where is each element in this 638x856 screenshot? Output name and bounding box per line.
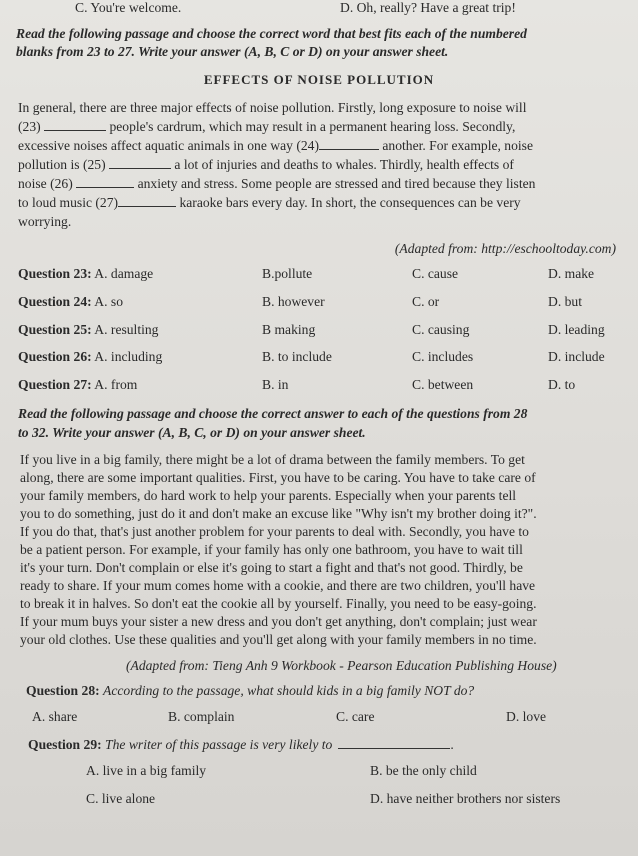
- q29-option-a: A. live in a big family: [86, 763, 207, 778]
- passage-2-line-5: If you do that, that's just another problem for your parents to deal with. Secondly, you have to: [20, 524, 529, 539]
- passage-2-line-3: your family members, do hard work to help your parents. Especially when your parents tell: [20, 488, 517, 503]
- instruction-1-line-1: Read the following passage and choose the correct word that best fits each of the numbered: [16, 26, 527, 41]
- q27-option-b: B. in: [262, 377, 289, 392]
- q27-option-d: D. to: [548, 377, 576, 392]
- q29-option-b: B. be the only child: [370, 763, 477, 778]
- passage-1-line-4: pollution is (25) a lot of injuries and deaths to whales. Thirdly, health effects of: [18, 157, 514, 172]
- q25-option-c: C. causing: [412, 322, 470, 337]
- option-c-welcome: C. You're welcome.: [75, 0, 182, 15]
- q26-option-b: B. to include: [262, 349, 332, 364]
- q25-option-d: D. leading: [548, 322, 605, 337]
- passage-2-line-8: ready to share. If your mum comes home with a cookie, and there are two children, you'll have: [20, 578, 536, 593]
- option-d-trip: D. Oh, really? Have a great trip!: [340, 0, 516, 15]
- passage-2-line-6: be a patient person. For example, if your family has only one bathroom, you have to wait till: [20, 542, 523, 557]
- q26-option-c: C. includes: [412, 349, 474, 364]
- blank-23: [44, 119, 106, 131]
- q24-option-c: C. or: [412, 294, 440, 309]
- q24-option-d: D. but: [548, 294, 582, 309]
- passage-2-line-1: If you live in a big family, there might be a lot of drama between the family members. To get: [20, 452, 525, 467]
- q23-option-d: D. make: [548, 266, 595, 281]
- q26-option-d: D. include: [548, 349, 605, 364]
- instruction-2-line-2: to 32. Write your answer (A, B, C, or D) on your answer sheet.: [18, 425, 366, 440]
- passage-1-line-6: to loud music (27) karaoke bars every day. In short, the consequences can be very: [18, 195, 521, 210]
- passage-2-line-2: along, there are some important qualities. First, you have to be caring. You have to take care of: [20, 470, 536, 485]
- source-2: (Adapted from: Tieng Anh 9 Workbook - Pearson Education Publishing House): [126, 658, 557, 673]
- passage-1-line-3: excessive noises affect aquatic animals in one way (24) another. For example, noise: [18, 138, 534, 153]
- instruction-1-line-2: blanks from 23 to 27. Write your answer (A, B, C or D) on your answer sheet.: [16, 44, 449, 59]
- blank-27: [118, 195, 176, 207]
- instruction-2-line-1: Read the following passage and choose the correct answer to each of the questions from 28: [18, 406, 528, 421]
- question-26-row: Question 26: A. including: [18, 349, 163, 364]
- blank-26: [76, 176, 134, 188]
- question-25-row: Question 25: A. resulting: [18, 322, 159, 337]
- passage-2-line-10: If your mum buys your sister a new dress and you don't get anything, don't complain; just wear: [20, 614, 537, 629]
- passage-1-line-2: (23) people's cardrum, which may result in a permanent hearing loss. Secondly,: [18, 119, 516, 134]
- question-27-row: Question 27: A. from: [18, 377, 138, 392]
- passage-1-line-7: worrying.: [18, 214, 72, 229]
- blank-24: [319, 138, 379, 150]
- passage-2-line-4: you to do something, just do it and don't make an excuse like "Why isn't my brother doing it?".: [20, 506, 537, 521]
- question-24-row: Question 24: A. so: [18, 294, 123, 309]
- q28-option-c: C. care: [336, 709, 375, 724]
- q24-option-b: B. however: [262, 294, 325, 309]
- passage-2-line-11: your old clothes. Use these qualities and you'll get along with your family members in no time.: [20, 632, 537, 647]
- q25-option-b: B making: [262, 322, 316, 337]
- question-28: Question 28: According to the passage, what should kids in a big family NOT do?: [26, 683, 475, 698]
- q23-option-c: C. cause: [412, 266, 459, 281]
- blank-25: [109, 157, 171, 169]
- question-23-row: Question 23: A. damage: [18, 266, 154, 281]
- q28-option-b: B. complain: [168, 709, 235, 724]
- q23-option-b: B.pollute: [262, 266, 313, 281]
- passage-1-line-1: In general, there are three major effects of noise pollution. Firstly, long exposure to noise will: [18, 100, 527, 115]
- question-29: Question 29: The writer of this passage is very likely to .: [28, 737, 454, 752]
- passage-2-line-9: to break it in halves. So don't eat the cookie all by yourself. Finally, you need to be easy-going.: [20, 596, 537, 611]
- blank-29: [338, 737, 450, 749]
- passage-1-line-5: noise (26) anxiety and stress. Some people are stressed and tired because they listen: [18, 176, 536, 191]
- source-1: (Adapted from: http://eschooltoday.com): [394, 241, 616, 256]
- q29-option-c: C. live alone: [86, 791, 156, 806]
- passage-2-line-7: it's your turn. Don't complain or else it's going to start a fight and that's not good. Thirdly, be: [20, 560, 523, 575]
- q28-option-d: D. love: [506, 709, 547, 724]
- q28-option-a: A. share: [32, 709, 78, 724]
- q29-option-d: D. have neither brothers nor sisters: [370, 791, 561, 806]
- passage-title: EFFECTS OF NOISE POLLUTION: [203, 72, 435, 87]
- q27-option-c: C. between: [412, 377, 474, 392]
